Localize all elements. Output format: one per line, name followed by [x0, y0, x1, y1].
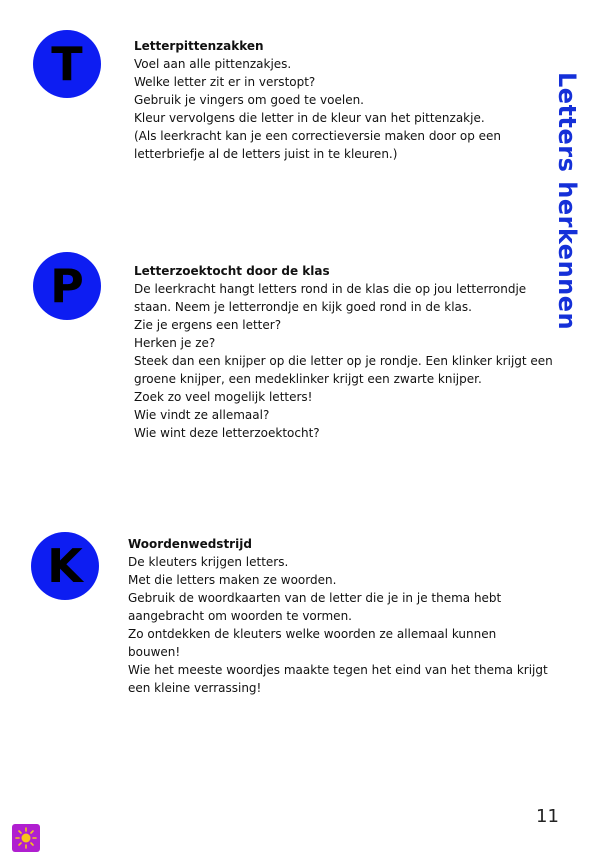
- activity-line: Gebruik je vingers om goed te voelen.: [134, 93, 364, 107]
- activity-line: Steek dan een knijper op die letter op je rondje. Een klinker krijgt een: [134, 354, 553, 368]
- activity-line: Voel aan alle pittenzakjes.: [134, 57, 292, 71]
- activity-line: (Als leerkracht kan je een correctieversie maken door op een: [134, 129, 502, 143]
- page-number: 11: [536, 806, 559, 827]
- activity-line: De kleuters krijgen letters.: [128, 555, 289, 569]
- activity-letterpittenzakken: [134, 37, 534, 163]
- activity-line: Wie het meeste woordjes maakte tegen het eind van het thema krijgt: [128, 663, 548, 677]
- side-title: [545, 66, 589, 336]
- activity-line: Wie wint deze letterzoektocht?: [134, 426, 320, 440]
- activity-title: Letterpittenzakken: [134, 39, 264, 53]
- activity-line: Zie je ergens een letter?: [134, 318, 282, 332]
- letter-badge-k: [31, 532, 99, 600]
- side-title-text: Letters herkennen: [553, 71, 581, 331]
- activity-line: Wie vindt ze allemaal?: [134, 408, 270, 422]
- badge-letter: T: [51, 37, 83, 91]
- activity-line: Zoek zo veel mogelijk letters!: [134, 390, 313, 404]
- sun-logo-icon: [12, 824, 40, 852]
- activity-line: De leerkracht hangt letters rond in de klas die op jou letterrondje: [134, 282, 527, 296]
- activity-line: een kleine verrassing!: [128, 681, 262, 695]
- activity-line: Zo ontdekken de kleuters welke woorden ze allemaal kunnen: [128, 627, 497, 641]
- letter-badge-p: [33, 252, 101, 320]
- activity-title: Letterzoektocht door de klas: [134, 264, 330, 278]
- activity-line: letterbriefje al de letters juist in te kleuren.): [134, 147, 398, 161]
- activity-line: groene knijper, een medeklinker krijgt een zwarte knijper.: [134, 372, 482, 386]
- publisher-logo: [12, 824, 40, 852]
- activity-line: Met die letters maken ze woorden.: [128, 573, 337, 587]
- activity-line: aangebracht om woorden te vormen.: [128, 609, 352, 623]
- activity-line: Kleur vervolgens die letter in de kleur van het pittenzakje.: [134, 111, 485, 125]
- activity-woordenwedstrijd: [128, 535, 548, 697]
- letter-badge-t: [33, 30, 101, 98]
- badge-letter: P: [50, 259, 84, 313]
- activity-line: Gebruik de woordkaarten van de letter die je in je thema hebt: [128, 591, 502, 605]
- activity-line: Welke letter zit er in verstopt?: [134, 75, 316, 89]
- activity-line: bouwen!: [128, 645, 181, 659]
- activity-letterzoektocht: [134, 262, 554, 442]
- activity-title: Woordenwedstrijd: [128, 537, 252, 551]
- badge-letter: K: [47, 539, 83, 593]
- activity-line: staan. Neem je letterrondje en kijk goed rond in de klas.: [134, 300, 472, 314]
- activity-line: Herken je ze?: [134, 336, 216, 350]
